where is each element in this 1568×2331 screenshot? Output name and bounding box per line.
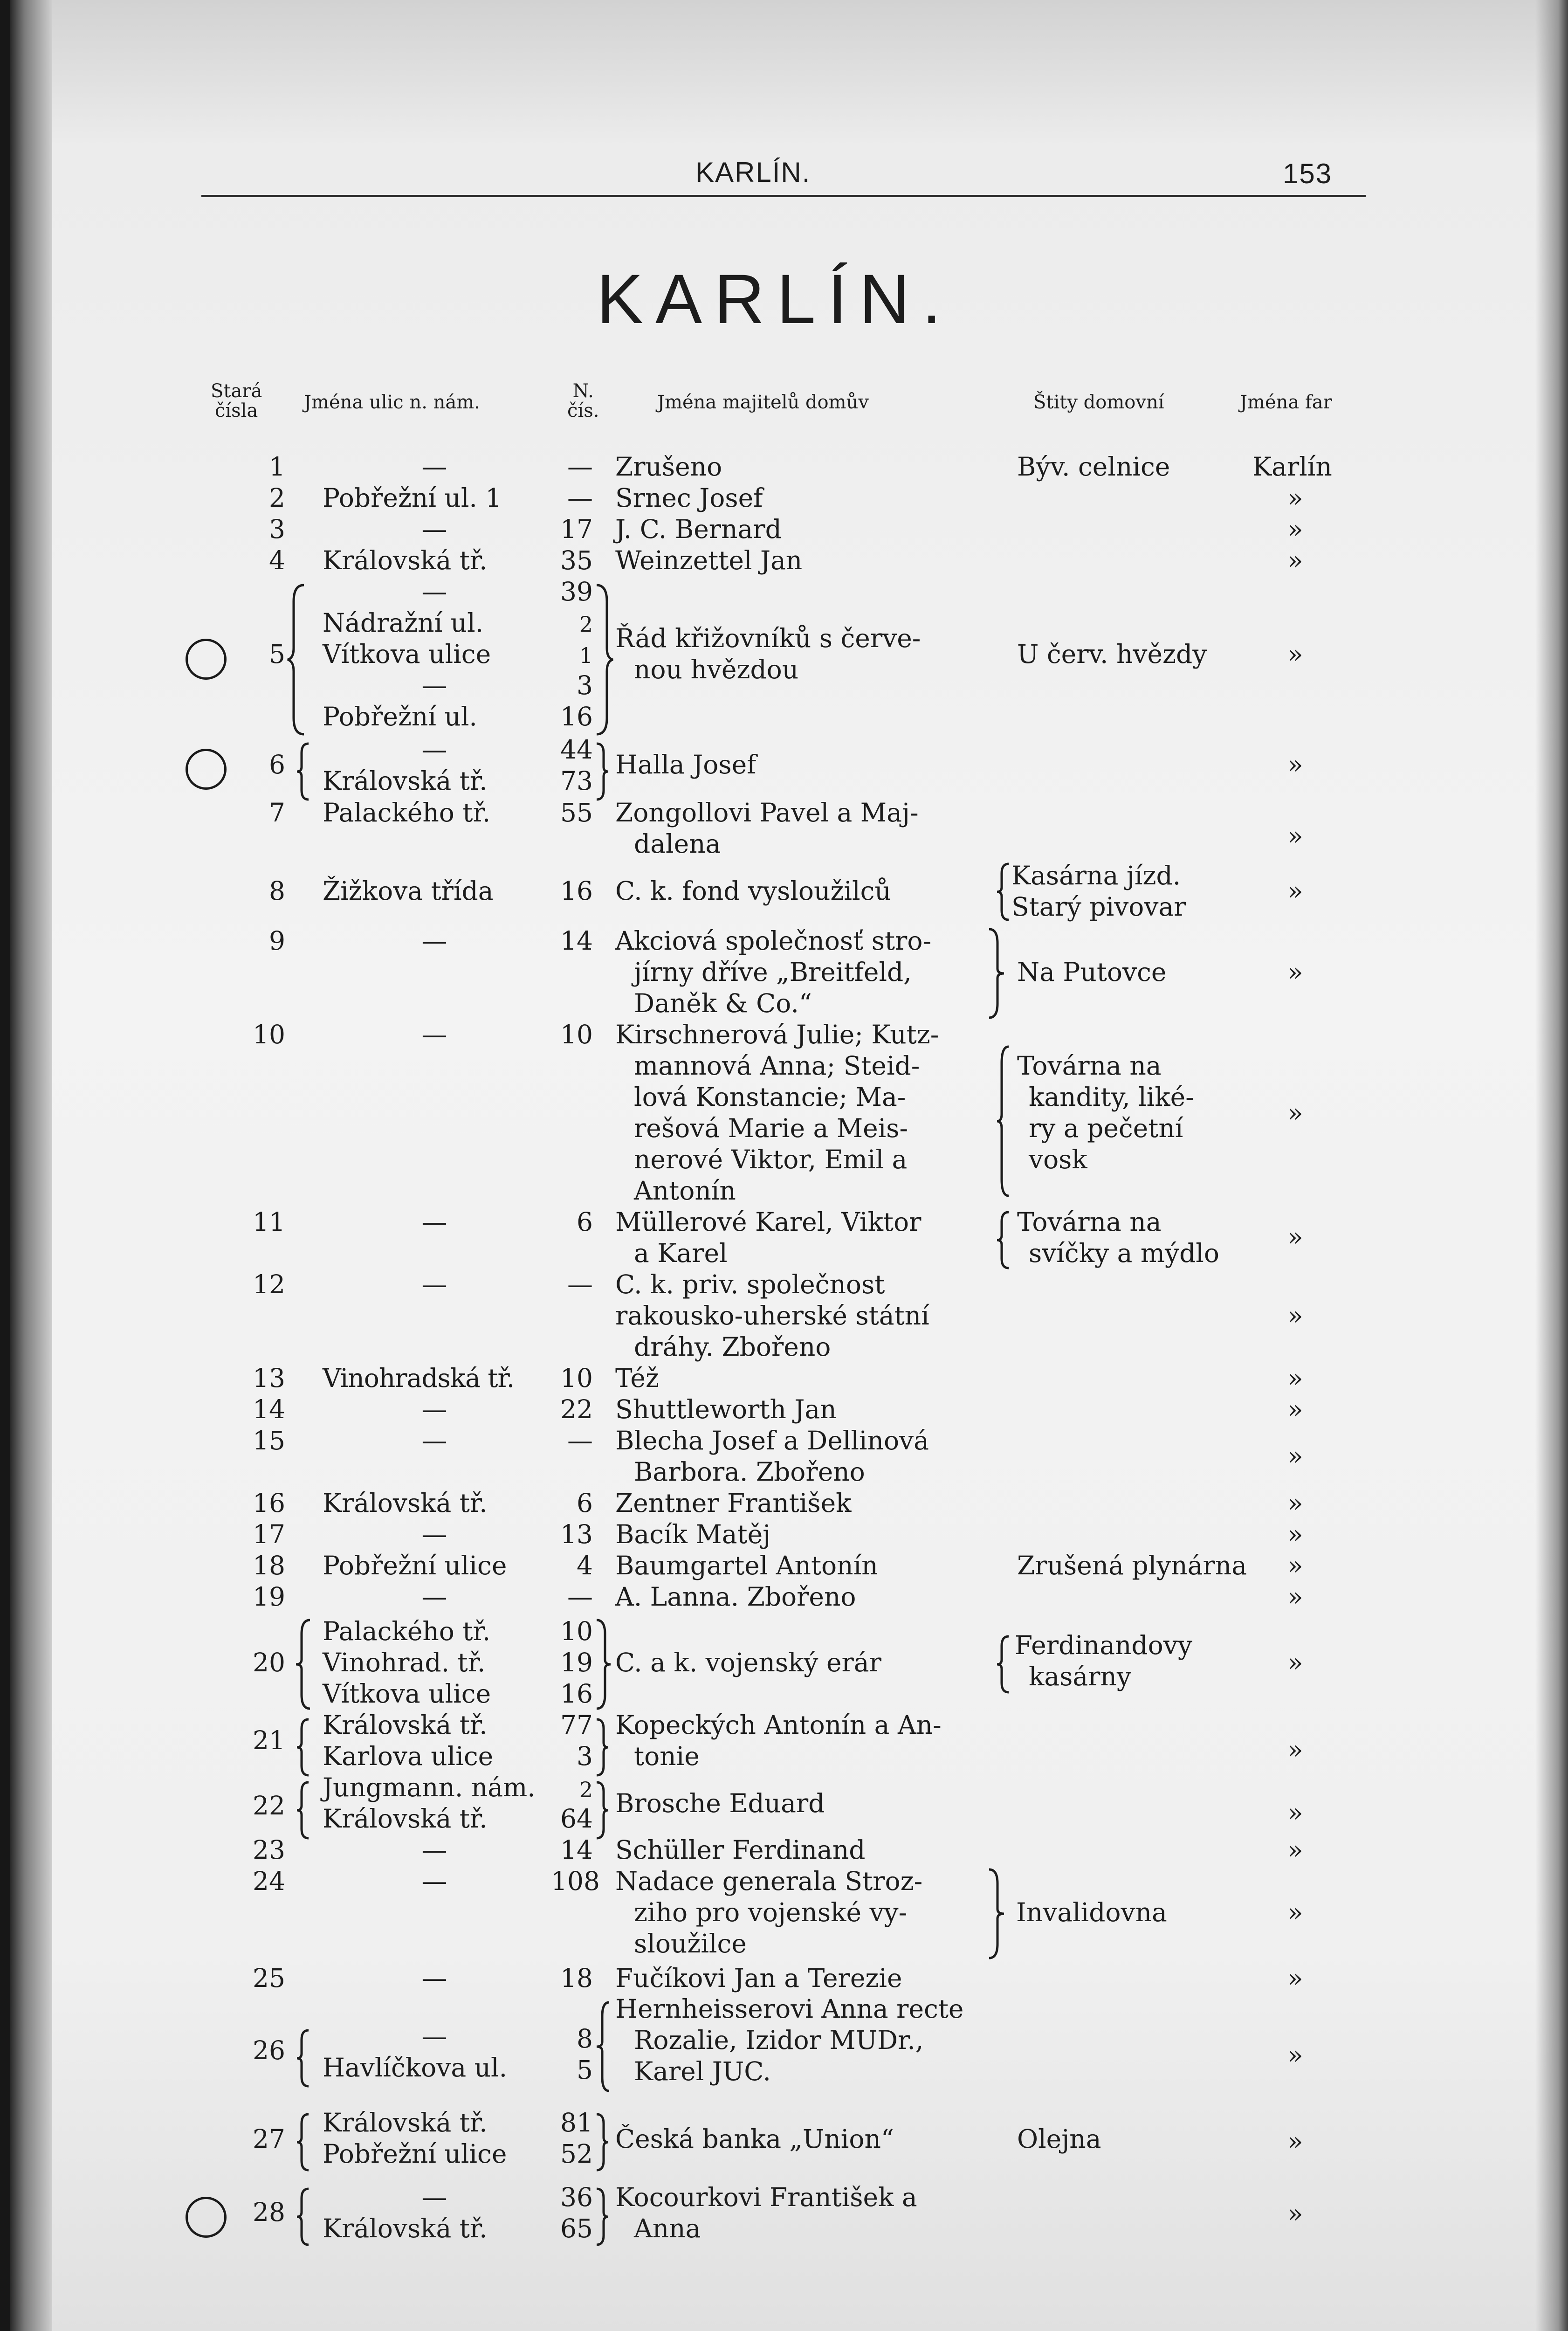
- new-number: 39: [560, 577, 593, 607]
- owner-name: Kirschnerová Julie; Kutz-: [615, 1020, 939, 1049]
- street-name: —: [421, 2182, 447, 2212]
- left-brace: [295, 2028, 313, 2089]
- old-number: 19: [253, 1582, 285, 1612]
- owner-name: nou hvězdou: [634, 655, 799, 684]
- house-sign: ry a pečetní: [1029, 1113, 1183, 1143]
- owner-name: ziho pro vojenské vy-: [634, 1897, 908, 1927]
- owner-name: rakousko-uherské státní: [615, 1301, 929, 1331]
- ditto-mark: »: [1287, 957, 1303, 987]
- owner-name: Zentner František: [615, 1488, 852, 1518]
- owner-name: Anna: [634, 2214, 701, 2243]
- ditto-mark: »: [1287, 1835, 1303, 1865]
- header-parishes: Jména far: [1240, 392, 1332, 413]
- street-name: Královská tř.: [323, 766, 488, 796]
- street-name: Žižkova třída: [323, 876, 494, 906]
- new-number: 77: [560, 1710, 593, 1740]
- street-name: Královská tř.: [323, 1710, 488, 1740]
- old-number: 16: [253, 1488, 285, 1518]
- new-number: 10: [560, 1363, 593, 1393]
- owner-name: Akciová společnosť stro-: [615, 926, 932, 956]
- street-name: Karlova ulice: [323, 1741, 494, 1771]
- new-number: 13: [560, 1519, 593, 1549]
- new-number: 14: [560, 926, 593, 956]
- old-number: 8: [269, 876, 285, 906]
- new-number: 65: [560, 2214, 593, 2243]
- street-name: Palackého tř.: [323, 798, 491, 828]
- owner-name: Brosche Eduard: [615, 1788, 825, 1818]
- ditto-mark: »: [1287, 1394, 1303, 1424]
- old-number: 26: [253, 2035, 285, 2065]
- owner-name: Daněk & Co.“: [634, 988, 812, 1018]
- old-number: 4: [269, 545, 285, 575]
- owner-name: nerové Viktor, Emil a: [634, 1145, 908, 1174]
- header-rule: [201, 195, 1366, 197]
- ditto-mark: »: [1287, 1098, 1303, 1128]
- house-sign: Zrušená plynárna: [1017, 1551, 1247, 1580]
- old-number: 9: [269, 926, 285, 956]
- street-name: —: [421, 1519, 447, 1549]
- street-name: —: [421, 1269, 447, 1299]
- ditto-mark: »: [1287, 1582, 1303, 1612]
- right-brace: [593, 2186, 612, 2247]
- old-number: 11: [253, 1207, 285, 1237]
- left-brace: [593, 2000, 614, 2093]
- left-brace: [995, 1210, 1013, 1270]
- new-number: 3: [577, 1741, 593, 1771]
- new-number: —: [567, 1582, 593, 1612]
- new-number: 22: [560, 1394, 593, 1424]
- right-brace: [593, 1780, 612, 1841]
- street-name: Královská tř.: [323, 2108, 488, 2138]
- old-number: 14: [253, 1394, 285, 1424]
- new-number: 108: [551, 1866, 600, 1896]
- owner-name: Kocourkovi František a: [615, 2182, 917, 2212]
- street-name: Vinohrad. tř.: [323, 1648, 486, 1677]
- left-brace: [295, 2186, 313, 2247]
- new-number: —: [567, 483, 593, 513]
- new-number: 18: [560, 1963, 593, 1993]
- new-number: 17: [560, 514, 593, 544]
- right-brace: [593, 2112, 612, 2172]
- old-number: 5: [269, 639, 285, 669]
- new-number: 2: [579, 1777, 593, 1802]
- house-sign: vosk: [1029, 1145, 1087, 1174]
- owner-name: Baumgartel Antonín: [615, 1551, 878, 1580]
- house-sign: svíčky a mýdlo: [1029, 1238, 1219, 1268]
- new-number: —: [567, 452, 593, 482]
- owner-name: Řád křižovníků s červe-: [615, 623, 921, 653]
- old-number: 28: [253, 2197, 285, 2227]
- old-number: 13: [253, 1363, 285, 1393]
- new-number: 5: [577, 2055, 593, 2085]
- header-street-names: Jména ulic n. nám.: [304, 392, 480, 413]
- ditto-mark: »: [1287, 639, 1303, 669]
- page-edge-shadow: [1535, 0, 1568, 2331]
- owner-name: Müllerové Karel, Viktor: [615, 1207, 922, 1237]
- page-gutter-shadow: [10, 0, 52, 2331]
- owner-name: Shuttleworth Jan: [615, 1394, 837, 1424]
- owner-name: Halla Josef: [615, 750, 756, 779]
- old-number: 1: [269, 452, 285, 482]
- old-number: 17: [253, 1519, 285, 1549]
- right-brace: [593, 1717, 612, 1778]
- ditto-mark: »: [1287, 1551, 1303, 1580]
- street-name: Pobřežní ulice: [323, 1551, 507, 1580]
- owner-name: Weinzettel Jan: [615, 545, 803, 575]
- ditto-mark: »: [1287, 1963, 1303, 1993]
- book-page: [10, 0, 1568, 2331]
- margin-circle-mark: [186, 2197, 227, 2238]
- left-brace: [295, 1780, 313, 1841]
- ditto-mark: »: [1287, 1897, 1303, 1927]
- owner-name: dalena: [634, 829, 721, 859]
- house-sign: Na Putovce: [1017, 957, 1167, 987]
- ditto-mark: »: [1287, 1735, 1303, 1765]
- parish-name: Karlín: [1252, 452, 1332, 482]
- ditto-mark: »: [1287, 2040, 1303, 2070]
- street-name: —: [421, 670, 447, 700]
- left-brace: [995, 862, 1013, 922]
- street-name: —: [421, 1207, 447, 1237]
- owner-name: a Karel: [634, 1238, 728, 1268]
- header-signs: Štity domovní: [1033, 392, 1164, 413]
- owner-name: Nadace generala Stroz-: [615, 1866, 923, 1896]
- street-name: Královská tř.: [323, 545, 488, 575]
- old-number: 2: [269, 483, 285, 513]
- owner-name: Česká banka „Union“: [615, 2124, 894, 2154]
- new-number: 64: [560, 1804, 593, 1834]
- owner-name: rešová Marie a Meis-: [634, 1113, 908, 1143]
- margin-circle-mark: [186, 639, 227, 680]
- house-sign: Býv. celnice: [1017, 452, 1170, 482]
- left-brace: [295, 1717, 313, 1778]
- new-number: 81: [560, 2108, 593, 2138]
- house-sign: Ferdinandovy: [1015, 1630, 1192, 1660]
- header-owners: Jména majitelů domův: [657, 392, 869, 413]
- house-sign: Továrna na: [1017, 1207, 1162, 1237]
- owner-name: tonie: [634, 1741, 700, 1771]
- left-brace: [285, 583, 309, 737]
- header-old-numbers: Stará čísla: [211, 380, 262, 421]
- ditto-mark: »: [1287, 1222, 1303, 1252]
- street-name: —: [421, 2021, 447, 2051]
- street-name: —: [421, 1426, 447, 1455]
- old-number: 25: [253, 1963, 285, 1993]
- ditto-mark: »: [1287, 1648, 1303, 1677]
- ditto-mark: »: [1287, 514, 1303, 544]
- owner-name: Antonín: [634, 1176, 736, 1206]
- street-name: —: [421, 1582, 447, 1612]
- house-sign: U červ. hvězdy: [1017, 639, 1207, 669]
- left-brace: [295, 741, 313, 802]
- ditto-mark: »: [1287, 1798, 1303, 1828]
- street-name: Vítkova ulice: [323, 639, 491, 669]
- owner-name: Bacík Matěj: [615, 1519, 771, 1549]
- owner-name: Zrušeno: [615, 452, 722, 482]
- old-number: 12: [253, 1269, 285, 1299]
- owner-name: Barbora. Zbořeno: [634, 1457, 865, 1487]
- old-number: 23: [253, 1835, 285, 1865]
- new-number: 14: [560, 1835, 593, 1865]
- house-sign: Invalidovna: [1016, 1897, 1167, 1927]
- left-brace: [295, 2112, 313, 2172]
- owner-name: Rozalie, Izidor MUDr.,: [634, 2025, 924, 2055]
- street-name: —: [421, 926, 447, 956]
- new-number: 6: [577, 1207, 593, 1237]
- old-number: 10: [253, 1020, 285, 1049]
- header-new-numbers: N. čís.: [567, 380, 599, 421]
- house-sign: Olejna: [1017, 2124, 1101, 2154]
- street-name: —: [421, 1866, 447, 1896]
- owner-name: Zongollovi Pavel a Maj-: [615, 798, 919, 828]
- street-name: —: [421, 735, 447, 765]
- owner-name: Blecha Josef a Dellinová: [615, 1426, 929, 1455]
- old-number: 27: [253, 2124, 285, 2154]
- owner-name: C. k. fond vysloužilců: [615, 876, 891, 906]
- owner-name: J. C. Bernard: [615, 514, 782, 544]
- old-number: 18: [253, 1551, 285, 1580]
- ditto-mark: »: [1287, 2199, 1303, 2228]
- new-number: —: [567, 1269, 593, 1299]
- page-number: 153: [1283, 158, 1333, 189]
- new-number: 10: [560, 1020, 593, 1049]
- street-name: —: [421, 1020, 447, 1049]
- left-brace: [995, 1634, 1013, 1695]
- ditto-mark: »: [1287, 545, 1303, 575]
- owner-name: jírny dříve „Breitfeld,: [634, 957, 912, 987]
- street-name: Havlíčkova ul.: [323, 2053, 508, 2083]
- owner-name: lová Konstancie; Ma-: [634, 1082, 906, 1112]
- street-name: Nádražní ul.: [323, 608, 484, 638]
- old-number: 24: [253, 1866, 285, 1896]
- old-number: 3: [269, 514, 285, 544]
- new-number: 4: [577, 1551, 593, 1580]
- owner-name: Kopeckých Antonín a An-: [615, 1710, 942, 1740]
- owner-name: C. k. priv. společnost: [615, 1269, 885, 1299]
- owner-name: Karel JUC.: [634, 2056, 771, 2086]
- ditto-mark: »: [1287, 483, 1303, 513]
- owner-name: dráhy. Zbořeno: [634, 1332, 831, 1362]
- left-brace: [294, 1618, 315, 1711]
- new-number: 55: [560, 798, 593, 828]
- right-brace: [593, 583, 616, 737]
- new-number: 6: [577, 1488, 593, 1518]
- right-brace: [985, 1867, 1009, 1960]
- owner-name: Hernheisserovi Anna recte: [615, 1994, 964, 2024]
- right-brace: [985, 927, 1009, 1020]
- street-name: —: [421, 1835, 447, 1865]
- ditto-mark: »: [1287, 821, 1303, 851]
- old-number: 15: [253, 1426, 285, 1455]
- ditto-mark: »: [1287, 2126, 1303, 2156]
- street-name: Jungmann. nám.: [323, 1772, 536, 1802]
- owner-name: Fučíkovi Jan a Terezie: [615, 1963, 902, 1993]
- ditto-mark: »: [1287, 876, 1303, 906]
- new-number: —: [567, 1426, 593, 1455]
- owner-name: Schüller Ferdinand: [615, 1835, 866, 1865]
- ditto-mark: »: [1287, 1441, 1303, 1471]
- running-head-title: KARLÍN.: [695, 157, 811, 188]
- street-name: Vinohradská tř.: [323, 1363, 515, 1393]
- new-number: 10: [560, 1616, 593, 1646]
- old-number: 20: [253, 1648, 285, 1677]
- ditto-mark: »: [1287, 1301, 1303, 1331]
- street-name: Královská tř.: [323, 1804, 488, 1834]
- new-number: 19: [560, 1648, 593, 1677]
- street-name: Královská tř.: [323, 2214, 488, 2243]
- street-name: —: [421, 1963, 447, 1993]
- new-number: 52: [560, 2139, 593, 2169]
- old-number: 21: [253, 1725, 285, 1755]
- new-number: 3: [577, 670, 593, 700]
- house-sign: kasárny: [1029, 1662, 1131, 1691]
- house-sign: kandity, liké-: [1029, 1082, 1194, 1112]
- ditto-mark: »: [1287, 1519, 1303, 1549]
- old-number: 22: [253, 1791, 285, 1821]
- new-number: 16: [560, 1679, 593, 1709]
- new-number: 73: [560, 766, 593, 796]
- right-brace: [593, 1618, 614, 1711]
- owner-name: C. a k. vojenský erár: [615, 1648, 881, 1677]
- margin-circle-mark: [186, 749, 227, 790]
- house-sign: Starý pivovar: [1011, 892, 1186, 922]
- street-name: Pobřežní ul.: [323, 702, 477, 731]
- right-brace: [593, 741, 612, 802]
- owner-name: sloužilce: [634, 1929, 747, 1959]
- owner-name: mannová Anna; Steid-: [634, 1051, 920, 1081]
- new-number: 16: [560, 876, 593, 906]
- ditto-mark: »: [1287, 1488, 1303, 1518]
- house-sign: Kasárna jízd.: [1011, 861, 1181, 890]
- street-name: —: [421, 577, 447, 607]
- street-name: Pobřežní ulice: [323, 2139, 507, 2169]
- ditto-mark: »: [1287, 1363, 1303, 1393]
- owner-name: Srnec Josef: [615, 483, 763, 513]
- page-title: KARLÍN.: [597, 260, 954, 338]
- owner-name: A. Lanna. Zbořeno: [615, 1582, 856, 1612]
- new-number: 36: [560, 2182, 593, 2212]
- left-brace: [995, 1044, 1013, 1198]
- street-name: —: [421, 452, 447, 482]
- new-number: 8: [577, 2024, 593, 2054]
- old-number: 6: [269, 750, 285, 779]
- street-name: Vítkova ulice: [323, 1679, 491, 1709]
- new-number: 16: [560, 702, 593, 731]
- owner-name: Též: [615, 1363, 659, 1393]
- new-number: 1: [579, 643, 593, 668]
- street-name: —: [421, 1394, 447, 1424]
- street-name: Královská tř.: [323, 1488, 488, 1518]
- street-name: —: [421, 514, 447, 544]
- street-name: Palackého tř.: [323, 1616, 491, 1646]
- new-number: 35: [560, 545, 593, 575]
- old-number: 7: [269, 798, 285, 828]
- house-sign: Továrna na: [1017, 1051, 1162, 1081]
- street-name: Pobřežní ul. 1: [323, 483, 502, 513]
- new-number: 2: [579, 612, 593, 637]
- new-number: 44: [560, 735, 593, 765]
- ditto-mark: »: [1287, 750, 1303, 779]
